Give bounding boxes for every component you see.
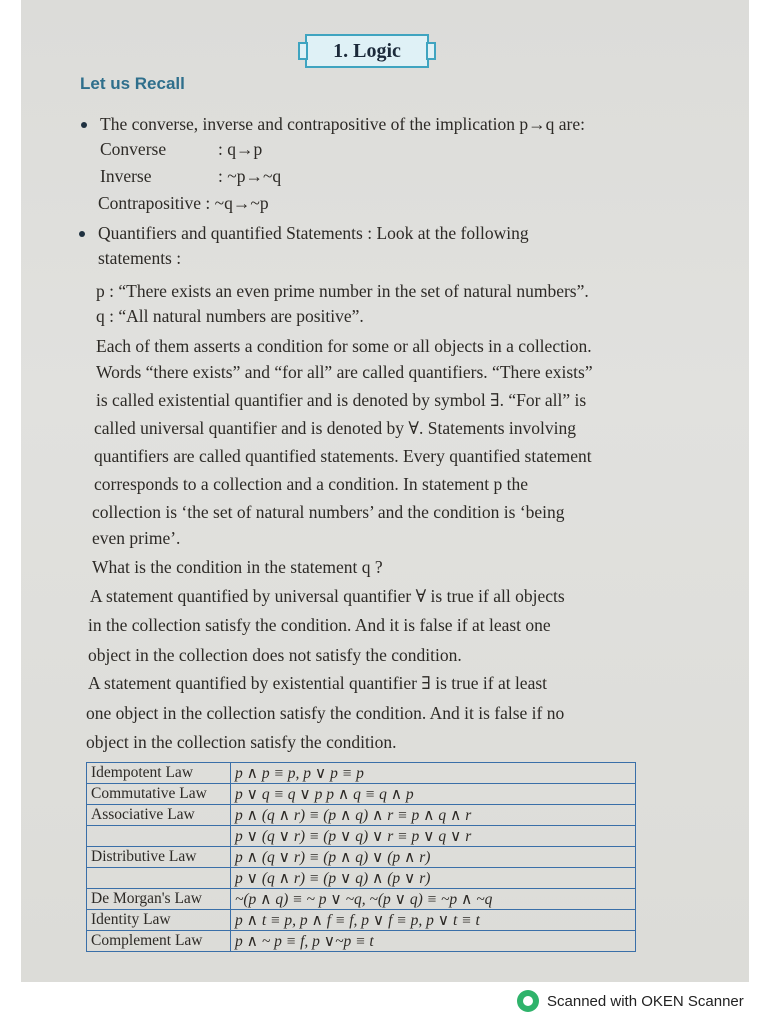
law-formula: p ∧ t ≡ p, p ∧ f ≡ f, p ∨ f ≡ p, p ∨ t ≡ t xyxy=(231,910,636,931)
law-name: De Morgan's Law xyxy=(87,889,231,910)
text-line: Contrapositive : ~q→~p xyxy=(98,193,269,213)
text-line: quantifiers are called quantified statements. Every quantified statement xyxy=(94,446,592,466)
text-line: one object in the collection satisfy the condition. And it is false if no xyxy=(86,703,565,723)
text-line: Converse xyxy=(100,139,167,159)
text-line: Words “there exists” and “for all” are called quantifiers. “There exists” xyxy=(96,362,593,382)
text-line: even prime’. xyxy=(92,528,181,548)
text-line: q : “All natural numbers are positive”. xyxy=(96,306,364,326)
text-line: object in the collection does not satisfy the condition. xyxy=(88,645,462,665)
bullet-icon xyxy=(81,122,87,128)
law-formula: p ∨ q ≡ q ∨ p p ∧ q ≡ q ∧ p xyxy=(231,784,636,805)
law-formula: p ∨ (q ∧ r) ≡ (p ∨ q) ∧ (p ∨ r) xyxy=(231,868,636,889)
law-formula: p ∧ (q ∧ r) ≡ (p ∧ q) ∧ r ≡ p ∧ q ∧ r xyxy=(231,805,636,826)
logic-laws-table xyxy=(86,762,636,952)
law-name: Commutative Law xyxy=(87,784,231,805)
text-line: The converse, inverse and contrapositive of the implication p→q are: xyxy=(100,114,585,134)
title-right-ornament xyxy=(426,42,436,60)
text-line: Quantifiers and quantified Statements : Look at the following xyxy=(98,223,529,243)
law-formula: ~(p ∧ q) ≡ ~ p ∨ ~q, ~(p ∨ q) ≡ ~p ∧ ~q xyxy=(231,889,636,910)
text-line: called universal quantifier and is denoted by ∀. Statements involving xyxy=(94,418,576,438)
table-row xyxy=(87,889,636,910)
text-line: Each of them asserts a condition for some or all objects in a collection. xyxy=(96,336,592,356)
text-line: corresponds to a collection and a condition. In statement p the xyxy=(94,474,528,494)
law-formula: p ∧ (q ∨ r) ≡ (p ∧ q) ∨ (p ∧ r) xyxy=(231,847,636,868)
table-row xyxy=(87,931,636,952)
table-row xyxy=(87,826,636,847)
law-formula: p ∧ ~ p ≡ f, p ∨~p ≡ t xyxy=(231,931,636,952)
bullet-icon xyxy=(79,231,85,237)
law-name: Idempotent Law xyxy=(87,763,231,784)
scanner-watermark-text: Scanned with OKEN Scanner xyxy=(547,992,744,1010)
text-line: collection is ‘the set of natural numbers’ and the condition is ‘being xyxy=(92,502,565,522)
text-line: is called existential quantifier and is denoted by symbol ∃. “For all” is xyxy=(96,390,587,410)
text-line: Inverse xyxy=(100,166,152,186)
table-row xyxy=(87,784,636,805)
scanner-watermark xyxy=(517,990,744,1012)
title-left-ornament xyxy=(298,42,308,60)
law-formula: p ∨ (q ∨ r) ≡ (p ∨ q) ∨ r ≡ p ∨ q ∨ r xyxy=(231,826,636,847)
text-line: What is the condition in the statement q ? xyxy=(92,557,383,577)
text-line: : ~p→~q xyxy=(218,166,282,186)
text-line: : q→p xyxy=(218,139,263,159)
text-line: in the collection satisfy the condition. And it is false if at least one xyxy=(88,615,551,635)
text-line: p : “There exists an even prime number in the set of natural numbers”. xyxy=(96,281,589,301)
law-name: Distributive Law xyxy=(87,847,231,868)
table-row xyxy=(87,910,636,931)
law-name: Identity Law xyxy=(87,910,231,931)
table-row xyxy=(87,847,636,868)
section-heading: Let us Recall xyxy=(80,74,185,93)
scanner-logo-icon xyxy=(517,990,539,1012)
text-line: statements : xyxy=(98,248,182,268)
law-name: Associative Law xyxy=(87,805,231,826)
text-line: A statement quantified by universal quantifier ∀ is true if all objects xyxy=(90,586,565,606)
chapter-title-box xyxy=(305,34,429,68)
law-name xyxy=(87,826,231,847)
law-formula: p ∧ p ≡ p, p ∨ p ≡ p xyxy=(231,763,636,784)
table-row xyxy=(87,805,636,826)
chapter-title: 1. Logic xyxy=(333,39,401,62)
text-line: object in the collection satisfy the condition. xyxy=(86,732,397,752)
law-name: Complement Law xyxy=(87,931,231,952)
text-line: A statement quantified by existential quantifier ∃ is true if at least xyxy=(88,673,548,693)
table-row xyxy=(87,763,636,784)
law-name xyxy=(87,868,231,889)
table-row xyxy=(87,868,636,889)
